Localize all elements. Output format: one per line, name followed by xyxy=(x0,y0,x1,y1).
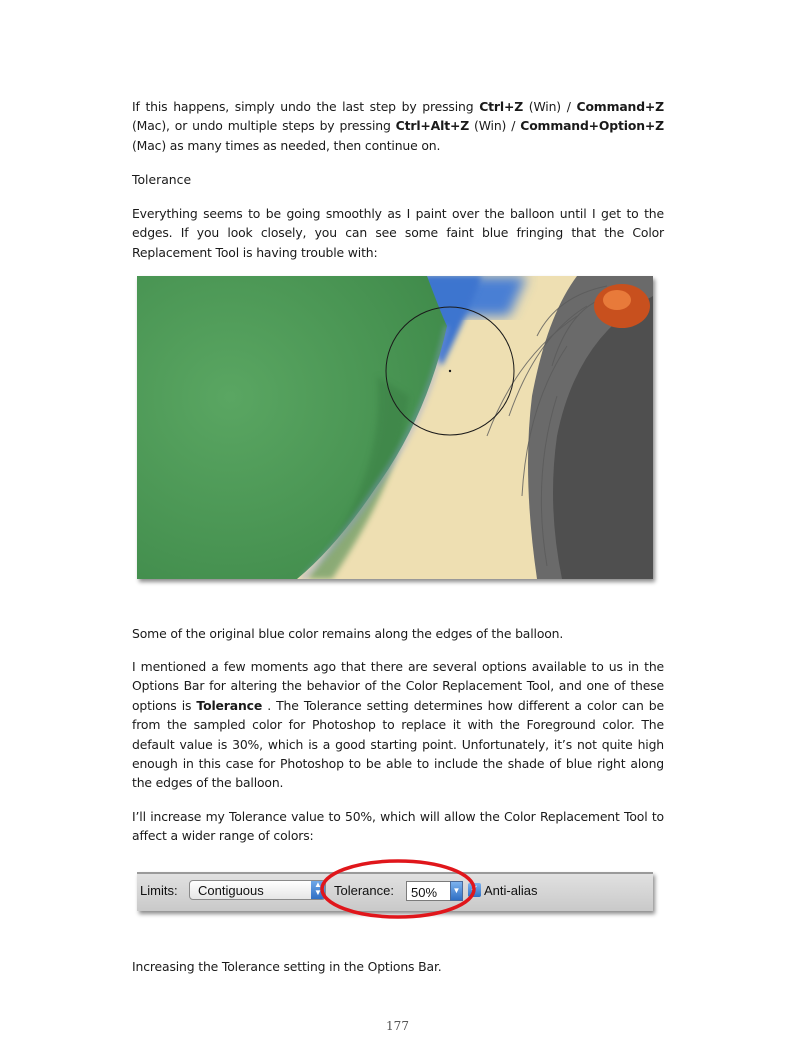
shortcut-command-z: Command+Z xyxy=(576,99,664,114)
limits-label: Limits: xyxy=(140,883,178,898)
paragraph-tolerance-explained xyxy=(132,657,664,793)
limits-select[interactable] xyxy=(189,880,326,900)
text: If this happens, simply undo the last step by pressing xyxy=(132,99,480,114)
text: (Win) / xyxy=(523,99,577,114)
antialias-label: Anti-alias xyxy=(484,883,538,898)
text: (Win) / xyxy=(469,118,521,134)
highlight-circle xyxy=(318,858,478,920)
text: (Mac) as many times as needed, then continue on. xyxy=(132,137,441,153)
image-caption-options-bar: Increasing the Tolerance setting in the Options Bar. xyxy=(132,959,442,974)
limits-value: Contiguous xyxy=(198,883,264,898)
balloon-illustration xyxy=(137,276,653,579)
paragraph-undo xyxy=(132,97,664,155)
text: I mentioned a few moments ago that there are several options available to us in the Options Bar for altering the behavior of the Color Replacement Tool, and one of these options is xyxy=(132,659,664,713)
balloon-edge-image xyxy=(137,276,653,579)
page-number: 177 xyxy=(386,1019,409,1033)
image-caption-balloon: Some of the original blue color remains along the edges of the balloon. xyxy=(132,626,564,641)
tolerance-value: 50% xyxy=(411,885,438,900)
tolerance-dropdown-icon[interactable]: ▼ xyxy=(450,881,463,901)
tolerance-label: Tolerance: xyxy=(334,883,394,898)
shortcut-ctrl-z: Ctrl+Z xyxy=(479,99,524,114)
shortcut-ctrl-alt-z: Ctrl+Alt+Z xyxy=(395,118,470,134)
select-arrows-icon: ▲ ▼ xyxy=(311,881,325,899)
section-heading-tolerance: Tolerance xyxy=(132,172,192,187)
paragraph-increase-tolerance: I’ll increase my Tolerance value to 50%, which will allow the Color Replacement Tool to affect a wider range of colors: xyxy=(132,809,664,844)
term-tolerance: Tolerance xyxy=(196,697,263,713)
text: (Mac), or undo multiple steps by pressing xyxy=(132,118,396,134)
text: . The Tolerance setting determines how different a color can be from the sampled color for Photoshop to replace it with the Foreground color. The default value is 30%, which is a good starting point. Unfortunately, it’s not quite high enough in this case for Photoshop to be able to include the shade of blue right along the edges of the balloon. xyxy=(132,697,664,791)
paragraph-fringing: Everything seems to be going smoothly as I paint over the balloon until I get to the edges. If you look closely, you can see some faint blue fringing that the Color Replacement Tool is having trouble with: xyxy=(132,206,664,260)
antialias-checkbox[interactable]: ✓ xyxy=(468,883,481,897)
shortcut-command-option-z: Command+Option+Z xyxy=(520,118,664,134)
